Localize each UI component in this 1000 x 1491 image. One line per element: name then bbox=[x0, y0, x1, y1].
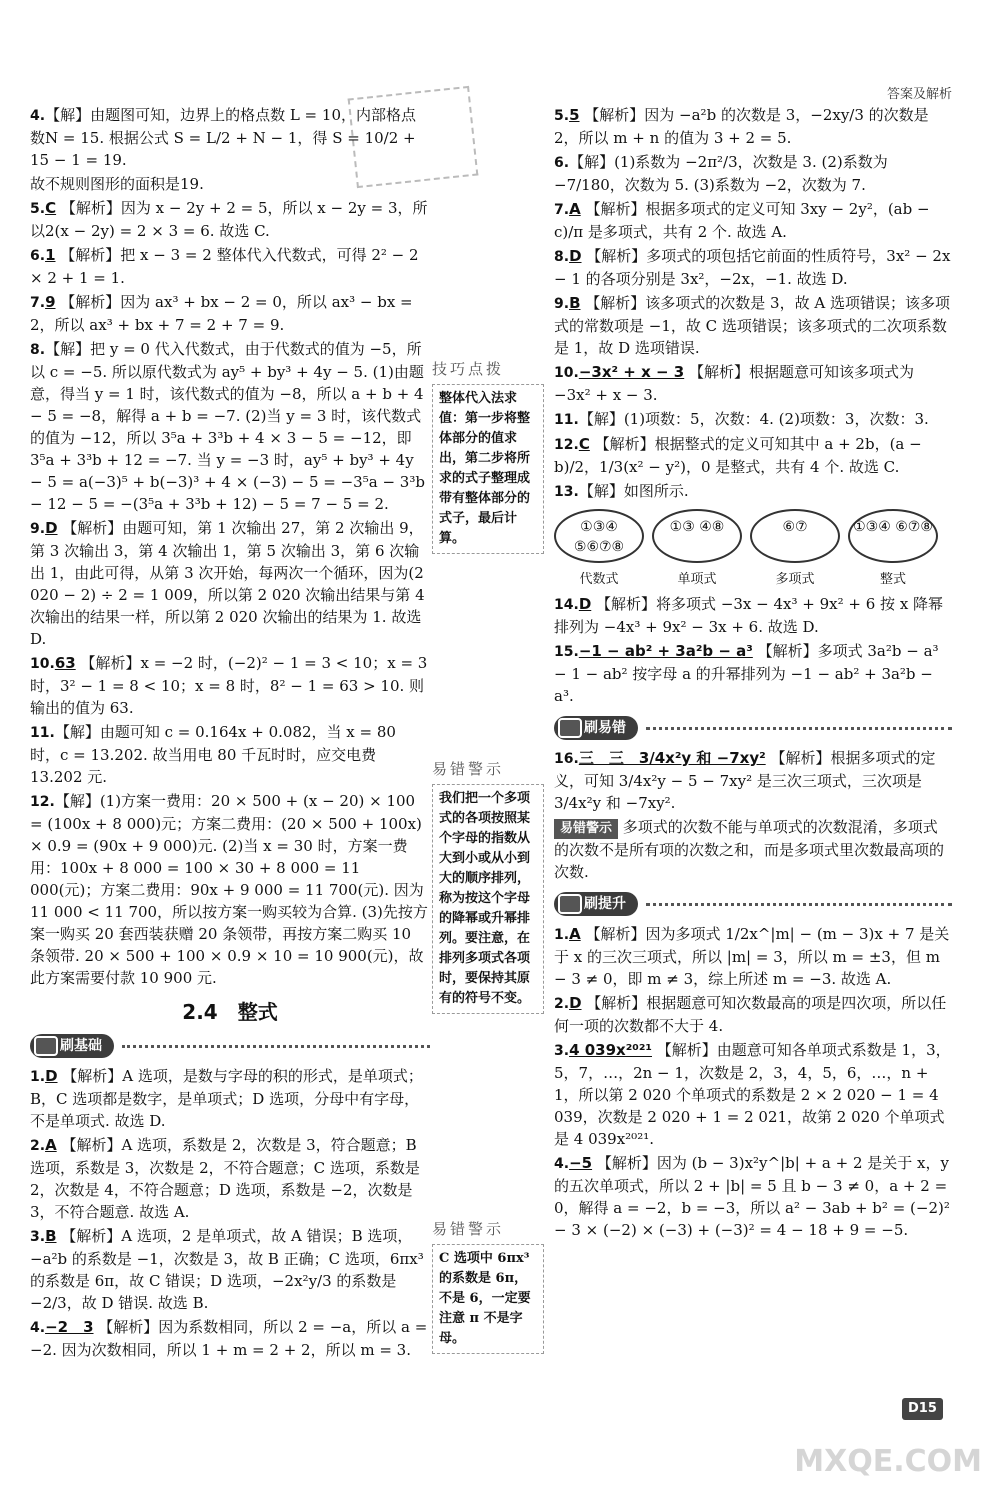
right-item-14: 14.D 【解析】将多项式 −3x − 4x³ + 9x² + 6 按 x 降幂排列为 −4x³ + 9x² − 3x + 6. 故选 D. bbox=[554, 595, 944, 636]
basic-item-3: 3.B 【解析】A 选项，2 是单项式，故 A 错误；B 选项，−a²b 的系数是 −1，次数是 3，故 B 正确；C 选项，6πx³ 的系数是 6π，故 C 错误；D 选项，−2x²y/3 的系数是 −2/3，故 D 错误. 故选 B. bbox=[30, 1227, 424, 1312]
improve-item-1: 1.A 【解析】因为多项式 1/2x^|m| − (m − 3)x + 7 是关于 x 的三次三项式，所以 |m| = 3，所以 m = ±3，但 m − 3 ≠ 0，即 m ≠ 3，综上所述 m = −3. 故选 A. bbox=[554, 925, 950, 988]
ellipse-label-polynomial: 多项式 bbox=[775, 572, 815, 587]
right-item-11: 11.【解】(1)项数：5，次数：4. (2)项数：3，次数：3. bbox=[554, 410, 929, 428]
left-item-5: 5.C 【解析】因为 x − 2y + 2 = 5，所以 x − 2y = 3，所以2(x − 2y) = 2 × 3 = 6. 故选 C. bbox=[30, 199, 428, 240]
ellipse-monomial: ①③ ④⑧ bbox=[652, 509, 742, 563]
banner-improve-label: 刷提升 bbox=[554, 892, 638, 916]
improve-item-2: 2.D 【解析】根据题意可知次数最高的项是四次项，所以任何一项的次数都不大于 4. bbox=[554, 994, 947, 1035]
banner-error bbox=[554, 715, 952, 741]
ellipse-integral: ①③④ ⑥⑦⑧ bbox=[848, 509, 938, 563]
basic-item-1: 1.D 【解析】A 选项，是数与字母的积的形式，是单项式；B，C 选项都是数字，是单项式；D 选项，分母中有字母，不是单项式. 故选 D. bbox=[30, 1067, 423, 1130]
right-item-7: 7.A 【解析】根据多项式的定义可知 3xy − 2y²，(ab − c)/π 是多项式，共有 2 个. 故选 A. bbox=[554, 200, 930, 241]
left-item-11: 11.【解】由题可知 c = 0.164x + 0.082，当 x = 80 时，c = 13.202. 故当用电 80 千瓦时时，应交电费 13.202 元. bbox=[30, 723, 396, 786]
right-item-16: 16.三 三 3/4x²y 和 −7xy² 【解析】根据多项式的定义，可知 3/4x²y − 5 − 7xy² 是三次三项式，三次项是 3/4x²y 和 −7xy². bbox=[554, 749, 936, 812]
warn2-title: 易错警示 bbox=[432, 1220, 505, 1238]
right-item-8: 8.D 【解析】多项式的项包括它前面的性质符号，3x² − 2x − 1 的各项分别是 3x²，−2x，−1. 故选 D. bbox=[554, 247, 951, 288]
banner-basic-label: 刷基础 bbox=[30, 1034, 114, 1058]
ellipse-label-algebraic: 代数式 bbox=[579, 572, 619, 587]
left-item-10: 10.63 【解析】x = −2 时，(−2)² − 1 = 3 < 10；x = 3 时，3² − 1 = 8 < 10；x = 8 时，8² − 1 = 63 > 10. 则输出的值为 63. bbox=[30, 654, 428, 717]
banner-error-label: 刷易错 bbox=[554, 716, 638, 740]
tip-title: 技巧点拨 bbox=[432, 360, 505, 378]
left-item-8: 8.【解】把 y = 0 代入代数式，由于代数式的值为 −5，所以 c = −5. 所以原代数式为 ay⁵ + by³ + 4y − 5. (1)由题意，得当 y = 1 时，该代数式的值为 −8，所以 a + b + 4 − 5 = −8，解得 a + b = −7. (2)当 y = 3 时，该代数式的值为 −12，所以 3⁵a + 3³b + 4 × 3 − 5 = −12，即 3⁵a + 3³b + 12 = −7. 当 y = −3 时，ay⁵ + by³ + 4y − 5 = a(−3)⁵ + b(−3)³ + 4 × (−3) − 5 = −3⁵a − 3³b − 12 − 5 = −(3⁵a + 3³b + 12) − 5 = 7 − 5 = 2. bbox=[30, 340, 425, 513]
warn-inline-label: 易错警示 bbox=[554, 819, 618, 839]
right-item-9: 9.B 【解析】该多项式的次数是 3，故 A 选项错误；该多项式的常数项是 −1，故 C 选项错误；该多项式的二次项系数是 1，故 D 选项错误. bbox=[554, 294, 950, 357]
tip-text: 整体代入法求值：第一步将整体部分的值求出，第二步将所求的式子整理成带有整体部分的式子，最后计算。 bbox=[432, 384, 544, 554]
side-notes bbox=[432, 104, 544, 1354]
ellipse-polynomial: ⑥⑦ bbox=[750, 509, 840, 563]
ellipse-algebraic: ①③④ ⑤⑥⑦⑧ bbox=[554, 509, 644, 563]
error-warning: 易错警示 多项式的次数不能与单项式的次数混淆，多项式的次数不是所有项的次数之和，而是多项式里次数最高项的次数. bbox=[554, 818, 945, 881]
left-item-6: 6.1 【解析】把 x − 3 = 2 整体代入代数式，可得 2² − 2 × 2 + 1 = 1. bbox=[30, 246, 419, 287]
ellipse-label-integral: 整式 bbox=[879, 572, 906, 587]
banner-basic bbox=[30, 1033, 430, 1059]
page-number: D15 bbox=[902, 1398, 943, 1420]
right-item-15: 15.−1 − ab² + 3a²b − a³ 【解析】多项式 3a²b − a³ − 1 − ab² 按字母 a 的升幂排列为 −1 − ab² + 3a²b − a³. bbox=[554, 642, 939, 705]
left-item-12: 12.【解】(1)方案一费用：20 × 500 + (x − 20) × 100 = (100x + 8 000)元；方案二费用：(20 × 500 + 100x) × 0.9 = (90x + 9 000)元. (2)当 x = 30 时，方案一费用：100x + 8 000 = 100 × 30 + 8 000 = 11 000(元)；方案二费用：90x + 9 000 = 11 700(元). 因为11 000 < 11 700，所以按方案一购买较为合算. (3)先按方案一购买 20 套西装获赠 20 条领带，再按方案二购买 10 条领带. 20 × 500 + 100 × 0.9 × 10 = 10 900(元)，故此方案需要付款 10 900 元. bbox=[30, 792, 428, 987]
banner-dots bbox=[646, 903, 952, 906]
left-item-4: 4.【解】由题图可知，边界上的格点数 L = 10，内部格点数N = 15. 根据公式 S = L/2 + N − 1，得 S = 10/2 + 15 − 1 = 19. bbox=[30, 106, 416, 169]
ellipse-label-monomial: 单项式 bbox=[677, 572, 717, 587]
basic-item-2: 2.A 【解析】A 选项，系数是 2，次数是 3，符合题意；B 选项，系数是 3，次数是 2，不符合题意；C 选项，系数是 2，次数是 4，不符合题意；D 选项，系数是 −2，次数是 3，不符合题意. 故选 A. bbox=[30, 1136, 420, 1221]
left-item-7: 7.9 【解析】因为 ax³ + bx − 2 = 0，所以 ax³ − bx = 2，所以 ax³ + bx + 7 = 2 + 7 = 9. bbox=[30, 293, 413, 334]
warn2-text: C 选项中 6πx³ 的系数是 6π，不是 6，一定要注意 π 不是字母。 bbox=[432, 1244, 544, 1354]
watermark: MXQE.COM bbox=[794, 1444, 982, 1479]
right-item-12: 12.C 【解析】根据整式的定义可知其中 a + 2b，(a − b)/2，1/3(x² − y²)，0 是整式，共有 4 个. 故选 C. bbox=[554, 435, 922, 476]
banner-improve bbox=[554, 891, 952, 917]
set-diagram bbox=[554, 509, 944, 589]
banner-dots bbox=[646, 727, 952, 730]
left-column bbox=[30, 104, 430, 1363]
left-item-4-note: 故不规则图形的面积是19. bbox=[30, 175, 204, 193]
section-title: 2.4 整式 bbox=[182, 1000, 278, 1024]
right-item-13: 13.【解】如图所示. bbox=[554, 482, 689, 500]
improve-item-4: 4.−5 【解析】因为 (b − 3)x²y^|b| + a + 2 是关于 x，y 的五次单项式，所以 2 + |b| = 5 且 b − 3 ≠ 0，a + 2 = 0，解得 a = −2，b = −3，所以 a² − 3ab + b² = (−2)² − 3 × (−2) × (−3) + (−3)² = 4 − 18 + 9 = −5. bbox=[554, 1154, 950, 1239]
right-column bbox=[554, 104, 952, 1243]
right-item-5: 5.5 【解析】因为 −a²b 的次数是 3，−2xy/3 的次数是 2，所以 m + n 的值为 3 + 2 = 5. bbox=[554, 106, 929, 147]
improve-item-3: 3.4 039x²⁰²¹ 【解析】由题意可知各单项式系数是 1，3，5，7，…，2n − 1，次数是 2，3，4，5，6，…，n + 1，所以第 2 020 个单项式的系数是 2 × 2 020 − 1 = 4 039，次数是 2 020 + 1 = 2 021，故第 2 020 个单项式是 4 039x²⁰²¹. bbox=[554, 1041, 951, 1148]
warn-title: 易错警示 bbox=[432, 760, 505, 778]
banner-dots bbox=[122, 1045, 430, 1048]
warn-text: 我们把一个多项式的各项按照某个字母的指数从大到小或从小到大的顺序排列，称为按这个字母的降幂或升幂排列。要注意，在排列多项式各项时，要保持其原有的符号不变。 bbox=[432, 784, 544, 1014]
left-item-9: 9.D 【解析】由题可知，第 1 次输出 27，第 2 次输出 9，第 3 次输出 3，第 4 次输出 1，第 5 次输出 3，第 6 次输出 1，由此可得，从第 3 次开始，每两次一个循环，因为(2 020 − 2) ÷ 2 = 1 009，所以第 2 020 次输出结果与第 4 次输出的结果一样，所以第 2 020 次输出的结果为 1. 故选 D. bbox=[30, 519, 425, 648]
right-item-6: 6.【解】(1)系数为 −2π²/3，次数是 3. (2)系数为 −7/180，次数为 5. (3)系数为 −2，次数为 7. bbox=[554, 153, 888, 194]
right-item-10: 10.−3x² + x − 3 【解析】根据题意可知该多项式为 −3x² + x − 3. bbox=[554, 363, 914, 404]
page-header: 答案及解析 bbox=[886, 87, 952, 102]
basic-item-4: 4.−2 3 【解析】因为系数相同，所以 2 = −a，所以 a = −2. 因为次数相同，所以 1 + m = 2 + 2，所以 m = 3. bbox=[30, 1318, 428, 1359]
